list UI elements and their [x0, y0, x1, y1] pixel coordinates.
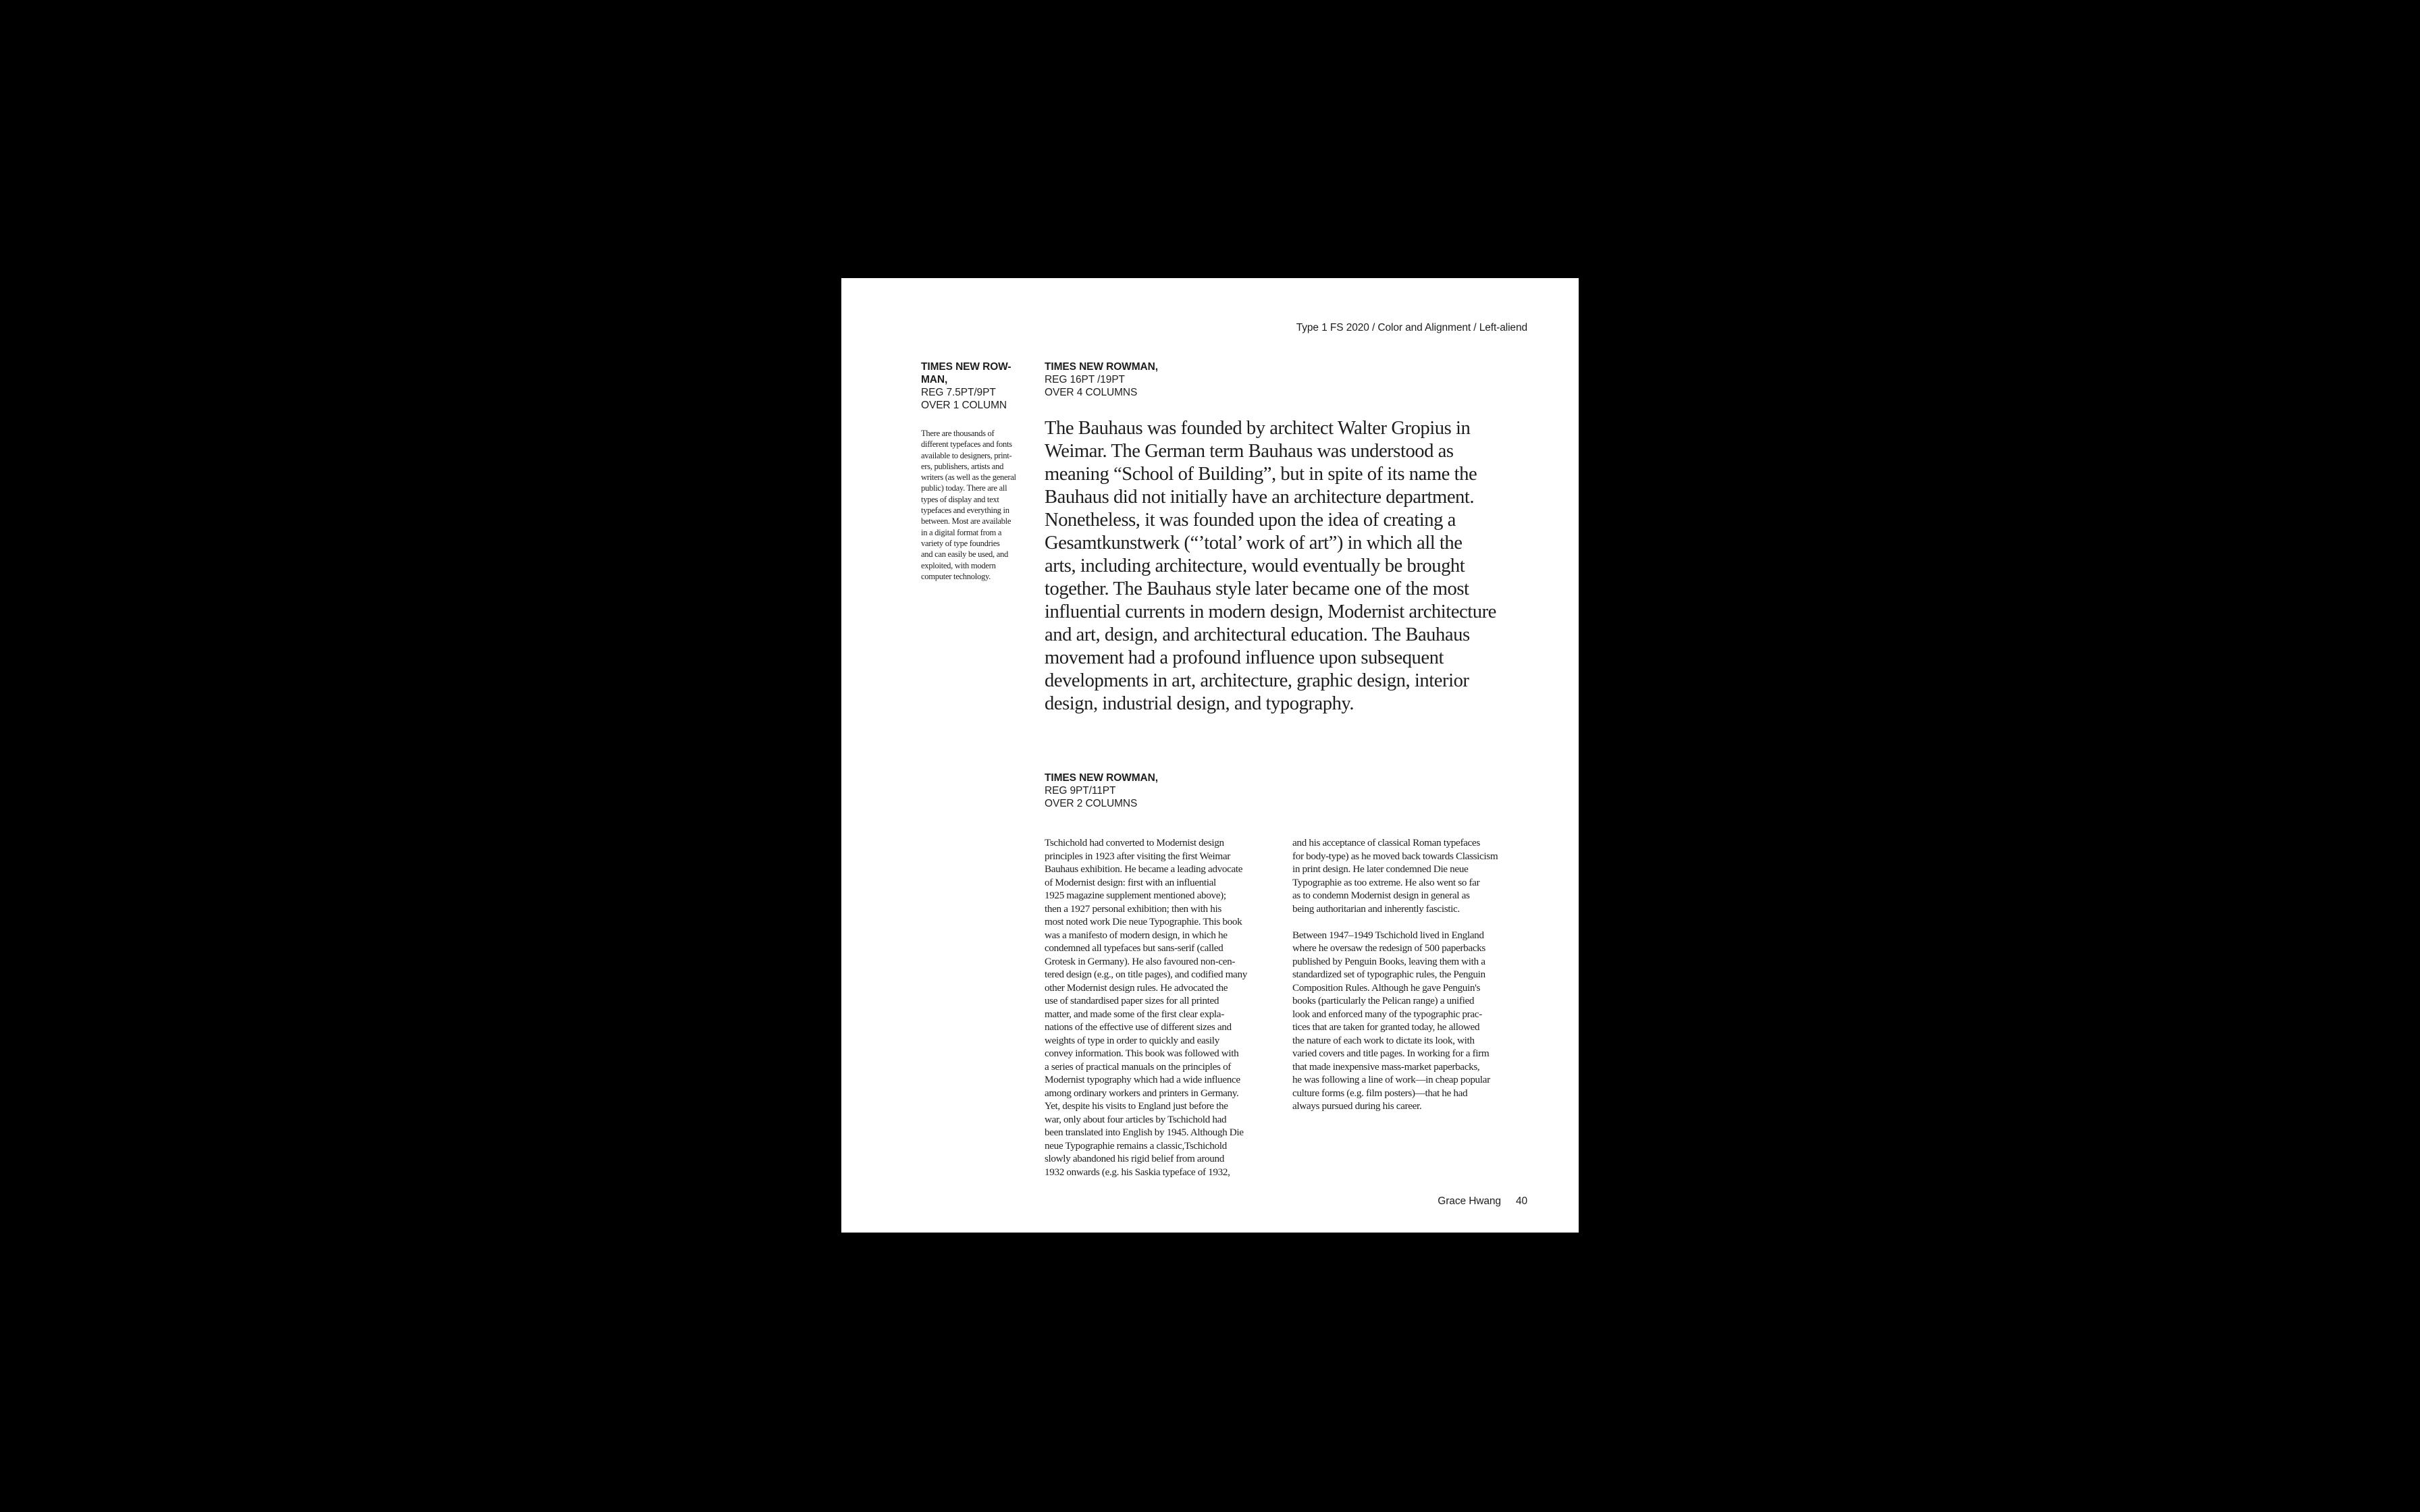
text-line: Modernist typography which had a wide influence	[1045, 1074, 1240, 1085]
text-line: among ordinary workers and printers in Germany.	[1045, 1087, 1239, 1099]
text-line: of Modernist design: first with an influential	[1045, 876, 1216, 888]
text-line: in a digital format from a	[921, 527, 1002, 537]
text-line: look and enforced many of the typographic prac-	[1292, 1008, 1482, 1020]
specimen-columns: OVER 4 COLUMNS	[1045, 387, 1138, 398]
specimen-label-medium	[1045, 772, 1158, 810]
text-line: Grotesk in Germany). He also favoured non-cen-	[1045, 955, 1236, 967]
text-line: varied covers and title pages. In working for a firm	[1292, 1048, 1490, 1059]
text-line: condemned all typefaces but sans-serif (called	[1045, 942, 1224, 954]
text-line: developments in art, architecture, graphic design, interior	[1045, 670, 1469, 691]
text-line: There are thousands of	[921, 429, 995, 438]
text-line: meaning “School of Building”, but in spite of its name the	[1045, 464, 1477, 485]
text-line: other Modernist design rules. He advocated the	[1045, 981, 1228, 994]
page-footer	[1438, 1195, 1527, 1208]
document-page	[841, 278, 1579, 1233]
text-line: Bauhaus exhibition. He became a leading advocate	[1045, 863, 1243, 875]
specimen-font-name: TIMES NEW ROW-MAN,	[921, 361, 1011, 385]
text-line: the nature of each work to dictate its look, with	[1292, 1034, 1475, 1046]
text-line: and his acceptance of classical Roman typefaces	[1292, 837, 1480, 848]
specimen-label-large	[1045, 360, 1158, 399]
text-line: neue Typographie remains a classic,Tschichold	[1045, 1139, 1227, 1152]
specimen-size: REG 7.5PT/9PT	[921, 387, 996, 398]
text-line: slowly abandoned his rigid belief from around	[1045, 1153, 1224, 1164]
text-line: Nonetheless, it was founded upon the idea of creating a	[1045, 510, 1456, 531]
text-line: writers (as well as the general	[921, 473, 1016, 483]
text-line: where he oversaw the redesign of 500 paperbacks	[1292, 942, 1485, 954]
large-body-text	[1045, 417, 1564, 716]
text-line: Weimar. The German term Bauhaus was understood as	[1045, 441, 1454, 462]
text-line: most noted work Die neue Typographie. This book	[1045, 916, 1242, 927]
text-line: public) today. There are all	[921, 483, 1007, 493]
text-line: variety of type foundries	[921, 538, 1000, 548]
text-line: Between 1947–1949 Tschichold lived in England	[1292, 929, 1484, 941]
text-line: 1925 magazine supplement mentioned above);	[1045, 890, 1226, 901]
small-body-text	[921, 428, 1032, 582]
text-line: movement had a profound influence upon subsequent	[1045, 647, 1444, 668]
text-line: The Bauhaus was founded by architect Walter Gropius in	[1045, 418, 1471, 439]
text-line: Composition Rules. Although he gave Penguin's	[1292, 981, 1481, 994]
text-line: available to designers, print-	[921, 450, 1012, 460]
text-line: for body-type) as he moved back towards Classicism	[1292, 850, 1498, 862]
specimen-columns: OVER 1 COLUMN	[921, 400, 1007, 411]
running-head: Type 1 FS 2020 / Color and Alignment / Left-aliend	[1296, 322, 1527, 333]
text-line: Tschichold had converted to Modernist design	[1045, 837, 1224, 848]
text-line: together. The Bauhaus style later became one of the most	[1045, 578, 1469, 599]
text-line: between. Most are available	[921, 516, 1011, 526]
specimen-font-name: TIMES NEW ROWMAN,	[1045, 361, 1158, 373]
body-column-right	[1292, 836, 1535, 1113]
text-line: weights of type in order to quickly and easily	[1045, 1034, 1219, 1046]
text-line: published by Penguin Books, leaving them with a	[1292, 955, 1485, 967]
text-line: convey information. This book was followed with	[1045, 1048, 1239, 1059]
specimen-size: REG 16PT /19PT	[1045, 374, 1125, 385]
text-line: exploited, with modern	[921, 560, 996, 570]
text-line: and art, design, and architectural education. The Bauhaus	[1045, 624, 1470, 645]
text-line: that made inexpensive mass-market paperbacks,	[1292, 1060, 1480, 1073]
text-line: tices that are taken for granted today, he allowed	[1292, 1021, 1480, 1033]
text-line: principles in 1923 after visiting the first Weimar	[1045, 850, 1230, 862]
text-line: war, only about four articles by Tschichold had	[1045, 1113, 1227, 1125]
text-line: types of display and text	[921, 494, 999, 504]
text-line: nations of the effective use of different sizes and	[1045, 1021, 1232, 1033]
text-line: as to condemn Modernist design in general as	[1292, 890, 1470, 901]
specimen-columns: OVER 2 COLUMNS	[1045, 798, 1138, 809]
text-line: design, industrial design, and typography.	[1045, 693, 1354, 714]
author-name: Grace Hwang	[1438, 1195, 1501, 1207]
text-line: influential currents in modern design, Modernist architecture	[1045, 601, 1496, 622]
text-line: always pursued during his career.	[1292, 1100, 1422, 1112]
text-line: and can easily be used, and	[921, 549, 1008, 560]
text-line: different typefaces and fonts	[921, 439, 1012, 450]
text-line: been translated into English by 1945. Although Die	[1045, 1127, 1244, 1138]
specimen-font-name: TIMES NEW ROWMAN,	[1045, 772, 1158, 784]
text-line: matter, and made some of the first clear expla-	[1045, 1008, 1224, 1020]
text-line: typefaces and everything in	[921, 506, 1009, 516]
text-line: tered design (e.g., on title pages), and codified many	[1045, 969, 1247, 980]
paragraph-gap	[1292, 915, 1535, 929]
text-line: 1932 onwards (e.g. his Saskia typeface of 1932,	[1045, 1166, 1230, 1178]
text-line: being authoritarian and inherently fascistic.	[1292, 902, 1460, 915]
text-line: use of standardised paper sizes for all printed	[1045, 995, 1219, 1006]
body-column-left	[1045, 836, 1288, 1179]
text-line: Gesamtkunstwerk (“’total’ work of art”) in which all the	[1045, 533, 1463, 554]
text-line: was a manifesto of modern design, in which he	[1045, 929, 1228, 941]
text-line: he was following a line of work—in cheap popular	[1292, 1074, 1490, 1085]
text-line: Bauhaus did not initially have an architecture department.	[1045, 487, 1475, 508]
text-line: Yet, despite his visits to England just before the	[1045, 1100, 1228, 1112]
text-line: arts, including architecture, would eventually be brought	[1045, 556, 1465, 576]
text-line: a series of practical manuals on the principles of	[1045, 1060, 1232, 1073]
specimen-size: REG 9PT/11PT	[1045, 785, 1116, 796]
page-number: 40	[1515, 1195, 1527, 1207]
text-line: in print design. He later condemned Die neue	[1292, 863, 1469, 875]
text-line: Typographie as too extreme. He also went so far	[1292, 876, 1480, 888]
text-line: culture forms (e.g. film posters)—that he had	[1292, 1087, 1468, 1099]
text-line: standardized set of typographic rules, the Penguin	[1292, 969, 1485, 980]
text-line: computer technology.	[921, 571, 991, 581]
text-line: then a 1927 personal exhibition; then with his	[1045, 902, 1221, 915]
text-line: ers, publishers, artists and	[921, 461, 1004, 471]
specimen-label-small	[921, 360, 1021, 412]
text-line: books (particularly the Pelican range) a unified	[1292, 995, 1475, 1006]
